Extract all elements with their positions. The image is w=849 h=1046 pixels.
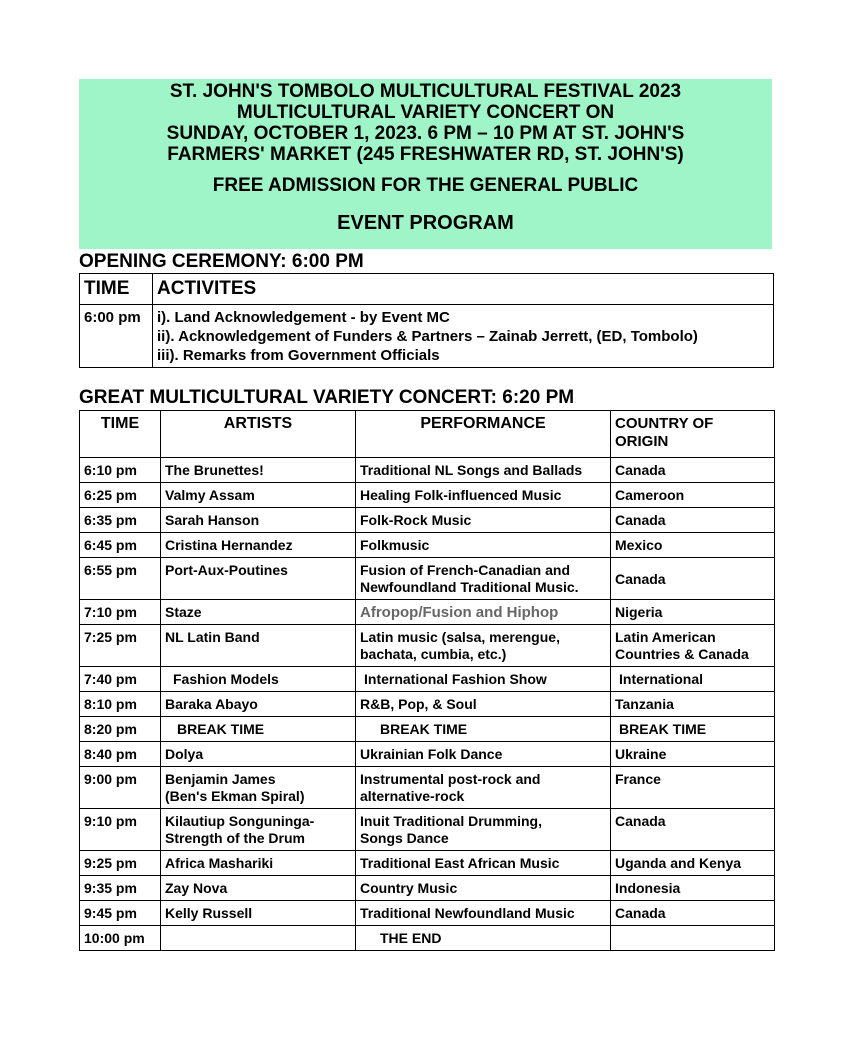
cell-artist: Kelly Russell: [161, 901, 356, 926]
artist-line: Benjamin James: [165, 771, 276, 787]
table-row: [80, 901, 775, 926]
cell-time: 8:20 pm: [80, 717, 161, 742]
cell-artist: Cristina Hernandez: [161, 533, 356, 558]
table-row: [80, 876, 775, 901]
table-row: [80, 458, 775, 483]
cell-time: 6:45 pm: [80, 533, 161, 558]
cell-origin: BREAK TIME: [611, 717, 775, 742]
cell-performance: Traditional East African Music: [356, 851, 611, 876]
artist-line: (Ben's Ekman Spiral): [165, 788, 305, 804]
activity-item: i). Land Acknowledgement - by Event MC: [157, 309, 450, 326]
cell-time: 9:35 pm: [80, 876, 161, 901]
cell-time: 7:10 pm: [80, 600, 161, 625]
cell-performance: [356, 809, 611, 851]
cell-origin: Canada: [611, 809, 775, 851]
banner-title-line-2: MULTICULTURAL VARIETY CONCERT ON: [236, 102, 615, 123]
cell-origin: Nigeria: [611, 600, 775, 625]
cell-time: 7:40 pm: [80, 667, 161, 692]
cell-time: 9:25 pm: [80, 851, 161, 876]
cell-performance: Country Music: [356, 876, 611, 901]
cell-time: 9:10 pm: [80, 809, 161, 851]
artist-line: Strength of the Drum: [165, 830, 305, 846]
banner-venue-line: FARMERS' MARKET (245 FRESHWATER RD, ST. JOHN'S): [167, 144, 684, 165]
table-row: [80, 667, 775, 692]
cell-performance: Traditional Newfoundland Music: [356, 901, 611, 926]
performance-line: Inuit Traditional Drumming,: [360, 813, 542, 829]
cell-origin: International: [611, 667, 775, 692]
table-row: [80, 767, 775, 809]
cell-artist: Sarah Hanson: [161, 508, 356, 533]
banner-program-heading: EVENT PROGRAM: [337, 212, 514, 234]
performance-line: bachata, cumbia, etc.): [360, 646, 507, 662]
table-row: [80, 600, 775, 625]
opening-ceremony-title: OPENING CEREMONY: 6:00 PM: [79, 251, 364, 272]
cell-time: 6:25 pm: [80, 483, 161, 508]
header-activities: ACTIVITES: [153, 274, 774, 305]
banner-date-line: SUNDAY, OCTOBER 1, 2023. 6 PM – 10 PM AT ST. JOHN'S: [166, 123, 685, 144]
festival-banner: [79, 79, 772, 249]
cell-performance: Healing Folk-influenced Music: [356, 483, 611, 508]
performance-line: Latin music (salsa, merengue,: [360, 629, 560, 645]
cell-artist: NL Latin Band: [161, 625, 356, 667]
cell-time: 9:00 pm: [80, 767, 161, 809]
cell-performance: R&B, Pop, & Soul: [356, 692, 611, 717]
table-row: [80, 926, 775, 951]
cell-origin: Tanzania: [611, 692, 775, 717]
table-row: [80, 483, 775, 508]
cell-artist: [161, 809, 356, 851]
concert-title: GREAT MULTICULTURAL VARIETY CONCERT: 6:20 PM: [79, 387, 575, 408]
cell-performance: Folkmusic: [356, 533, 611, 558]
performance-line: Fusion of French-Canadian and: [360, 562, 571, 578]
cell-origin: [611, 926, 775, 951]
cell-origin: Ukraine: [611, 742, 775, 767]
opening-time: 6:00 pm: [80, 305, 153, 368]
table-header-row: [80, 411, 775, 458]
opening-ceremony-table: [79, 273, 774, 368]
table-row: [80, 851, 775, 876]
cell-performance: Ukrainian Folk Dance: [356, 742, 611, 767]
header-origin-line: COUNTRY OF: [615, 415, 714, 432]
cell-artist: Port-Aux-Poutines: [161, 558, 356, 600]
cell-performance: BREAK TIME: [356, 717, 611, 742]
cell-artist: Baraka Abayo: [161, 692, 356, 717]
cell-artist: Africa Mashariki: [161, 851, 356, 876]
header-time: TIME: [80, 274, 153, 305]
table-row: [80, 305, 774, 368]
table-row: [80, 692, 775, 717]
cell-time: 9:45 pm: [80, 901, 161, 926]
table-row: [80, 809, 775, 851]
origin-line: Latin American: [615, 629, 716, 645]
cell-origin: Canada: [611, 558, 775, 600]
cell-origin: Mexico: [611, 533, 775, 558]
table-row: [80, 558, 775, 600]
cell-performance: Folk-Rock Music: [356, 508, 611, 533]
table-row: [80, 717, 775, 742]
cell-origin: Canada: [611, 901, 775, 926]
activity-item: iii). Remarks from Government Officials: [157, 347, 440, 364]
cell-performance: [356, 625, 611, 667]
cell-time: 7:25 pm: [80, 625, 161, 667]
header-performance: PERFORMANCE: [356, 411, 611, 458]
cell-time: 6:10 pm: [80, 458, 161, 483]
cell-artist: BREAK TIME: [161, 717, 356, 742]
artist-line: Kilautiup Songuninga-: [165, 813, 315, 829]
performance-line: Songs Dance: [360, 830, 449, 846]
cell-performance: [356, 558, 611, 600]
cell-time: 6:55 pm: [80, 558, 161, 600]
cell-time: 8:10 pm: [80, 692, 161, 717]
origin-line: Countries & Canada: [615, 646, 749, 662]
concert-schedule-table: [79, 410, 775, 951]
cell-time: 10:00 pm: [80, 926, 161, 951]
header-origin-line: ORIGIN: [615, 433, 669, 450]
table-header-row: [80, 274, 774, 305]
cell-artist: Staze: [161, 600, 356, 625]
table-row: [80, 742, 775, 767]
cell-artist: Valmy Assam: [161, 483, 356, 508]
cell-artist: [161, 767, 356, 809]
cell-artist: [161, 926, 356, 951]
table-row: [80, 625, 775, 667]
opening-activities: [153, 305, 774, 368]
cell-artist: The Brunettes!: [161, 458, 356, 483]
table-row: [80, 508, 775, 533]
cell-performance: [356, 767, 611, 809]
banner-admission: FREE ADMISSION FOR THE GENERAL PUBLIC: [212, 175, 639, 196]
cell-origin: Indonesia: [611, 876, 775, 901]
cell-origin: Cameroon: [611, 483, 775, 508]
header-time: TIME: [80, 411, 161, 458]
cell-origin: Canada: [611, 508, 775, 533]
header-artists: ARTISTS: [161, 411, 356, 458]
header-country-of-origin: [611, 411, 775, 458]
banner-title-line-1: ST. JOHN'S TOMBOLO MULTICULTURAL FESTIVAL 2023: [169, 81, 682, 102]
cell-origin: Uganda and Kenya: [611, 851, 775, 876]
performance-line: alternative-rock: [360, 788, 465, 804]
cell-performance: THE END: [356, 926, 611, 951]
cell-performance: Afropop/Fusion and Hiphop: [356, 600, 611, 625]
cell-artist: Dolya: [161, 742, 356, 767]
cell-performance: International Fashion Show: [356, 667, 611, 692]
cell-origin: France: [611, 767, 775, 809]
cell-origin: Canada: [611, 458, 775, 483]
activity-item: ii). Acknowledgement of Funders & Partners – Zainab Jerrett, (ED, Tombolo): [157, 328, 698, 345]
cell-origin: [611, 625, 775, 667]
cell-artist: Fashion Models: [161, 667, 356, 692]
table-row: [80, 533, 775, 558]
cell-artist: Zay Nova: [161, 876, 356, 901]
performance-line: Instrumental post-rock and: [360, 771, 541, 787]
cell-performance: Traditional NL Songs and Ballads: [356, 458, 611, 483]
performance-line: Newfoundland Traditional Music.: [360, 579, 579, 595]
banner-spacer: [79, 165, 772, 171]
cell-time: 6:35 pm: [80, 508, 161, 533]
cell-time: 8:40 pm: [80, 742, 161, 767]
